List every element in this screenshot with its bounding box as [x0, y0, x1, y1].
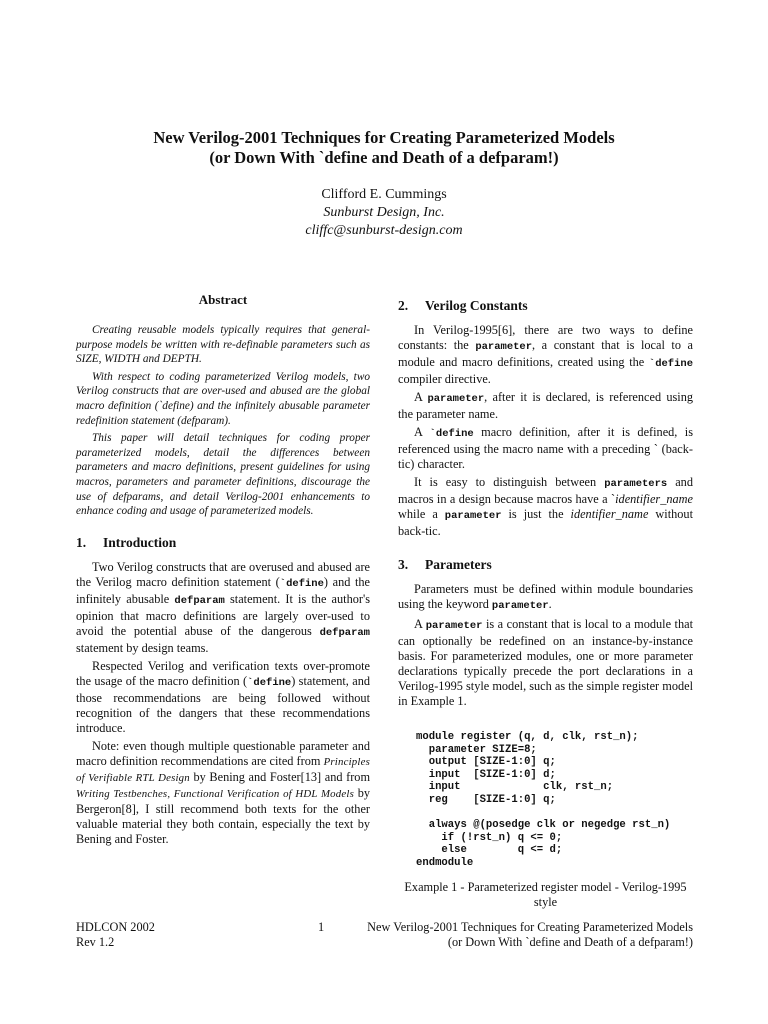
example-caption: Example 1 - Parameterized register model - Verilog-1995 style — [404, 879, 687, 909]
intro-paragraph-3: Note: even though multiple questionable parameter and macro definition recommendations are cited from Principles of Verifiable RTL Design by Bening and Foster[13] and from Writing Testbenches, Functional Verification of HDL Models by Bergeron[8], I still recommend both texts for the other valuable material they both contain, especially the text by Bening and Foster. — [76, 738, 371, 846]
intro-paragraph-1: Two Verilog constructs that are overused and abused are the Verilog macro definition statement (`define) and the infinitely abusable defparam statement. It is the author's opinion that macro definitions are largely over-used to avoid the potential abuse of the dangerous defparam statement by design teams. — [76, 559, 370, 655]
footer-left — [76, 920, 155, 950]
abstract-paragraph-1: Creating reusable models typically requires that general-purpose models be written with re-definable parameters such as SIZE, WIDTH and DEPTH. — [76, 324, 370, 366]
section-number: 2. — [398, 298, 409, 313]
code-example-1: module register (q, d, clk, rst_n); parameter SIZE=8; output [SIZE-1:0] q; input [SIZE-1:0] d; input clk, rst_n; reg [SIZE-1:0] q; always @(posedge clk or negedge rst_n) if (!rst_n) q <= 0; else q <= d; endmodule — [416, 731, 671, 869]
section-heading-introduction — [76, 535, 370, 550]
abstract-section — [76, 292, 370, 519]
section-title: Introduction — [103, 534, 177, 550]
paper-title — [0, 128, 768, 168]
parameters-paragraph-1: Parameters must be defined within module boundaries using the keyword parameter. — [398, 582, 693, 612]
abstract-heading: Abstract — [198, 292, 248, 307]
constants-paragraph-2: A parameter, after it is declared, is referenced using the parameter name. — [398, 390, 693, 421]
left-column — [76, 292, 370, 850]
author-block — [0, 186, 768, 240]
section-title: Verilog Constants — [425, 298, 528, 313]
parameters-paragraph-2: A parameter is a constant that is local to a module that can optionally be redefined on an instance-by-instance basis. For parameterized modules, one or more parameter declarations typically precede the port declarations in a Verilog-1995 style model, such as the simple register model in Example 1. — [398, 617, 693, 708]
constants-paragraph-4: It is easy to distinguish between parameters and macros in a design because macros have a `identifier_name while a parameter is just the identifier_name without back-tic. — [398, 475, 693, 538]
constants-paragraph-3: A `define macro definition, after it is defined, is referenced using the macro name with a preceding ` (back-tic) character. — [398, 425, 693, 471]
section-title: Parameters — [425, 557, 492, 572]
footer-running-title — [350, 920, 693, 950]
footer-title-line-1: New Verilog-2001 Techniques for Creating Parameterized Models — [367, 920, 693, 934]
right-column — [398, 298, 693, 910]
footer-revision: Rev 1.2 — [76, 935, 115, 949]
abstract-paragraph-3: This paper will detail techniques for coding proper parameterized models, detail the differences between parameters and macro definitions, present guidelines for using macros, parameters and parameter definitions, discourage the use of defparams, and detail Verilog-2001 enhancements to enhance coding and usage of parameterized models. — [76, 432, 370, 518]
author-affiliation: Sunburst Design, Inc. — [323, 205, 445, 220]
author-name: Clifford E. Cummings — [321, 187, 447, 202]
footer-title-line-2: (or Down With `define and Death of a defparam!) — [447, 935, 693, 949]
section-number: 3. — [398, 557, 409, 572]
abstract-paragraph-2: With respect to coding parameterized Verilog models, two Verilog constructs that are over-used and abused are the global macro definition (`define) and the infinitely abusable parameter redefinition statement (defparam). — [76, 370, 370, 427]
constants-paragraph-1: In Verilog-1995[6], there are two ways to define constants: the parameter, a constant that is local to a module and macro definitions, created using the `define compiler directive. — [398, 323, 694, 386]
section-heading-parameters — [398, 557, 693, 572]
title-line-2: (or Down With `define and Death of a defparam!) — [209, 148, 559, 167]
intro-paragraph-2: Respected Verilog and verification texts over-promote the usage of the macro definition (`define) statement, and those recommendations are being followed without recognition of the dangers that these recommendations introduce. — [76, 658, 370, 735]
title-line-1: New Verilog-2001 Techniques for Creating Parameterized Models — [153, 128, 615, 147]
page-number: 1 — [318, 920, 325, 934]
section-heading-verilog-constants — [398, 298, 693, 313]
author-email: cliffc@sunburst-design.com — [305, 223, 463, 238]
footer-conference: HDLCON 2002 — [76, 920, 155, 934]
section-number: 1. — [76, 534, 87, 550]
